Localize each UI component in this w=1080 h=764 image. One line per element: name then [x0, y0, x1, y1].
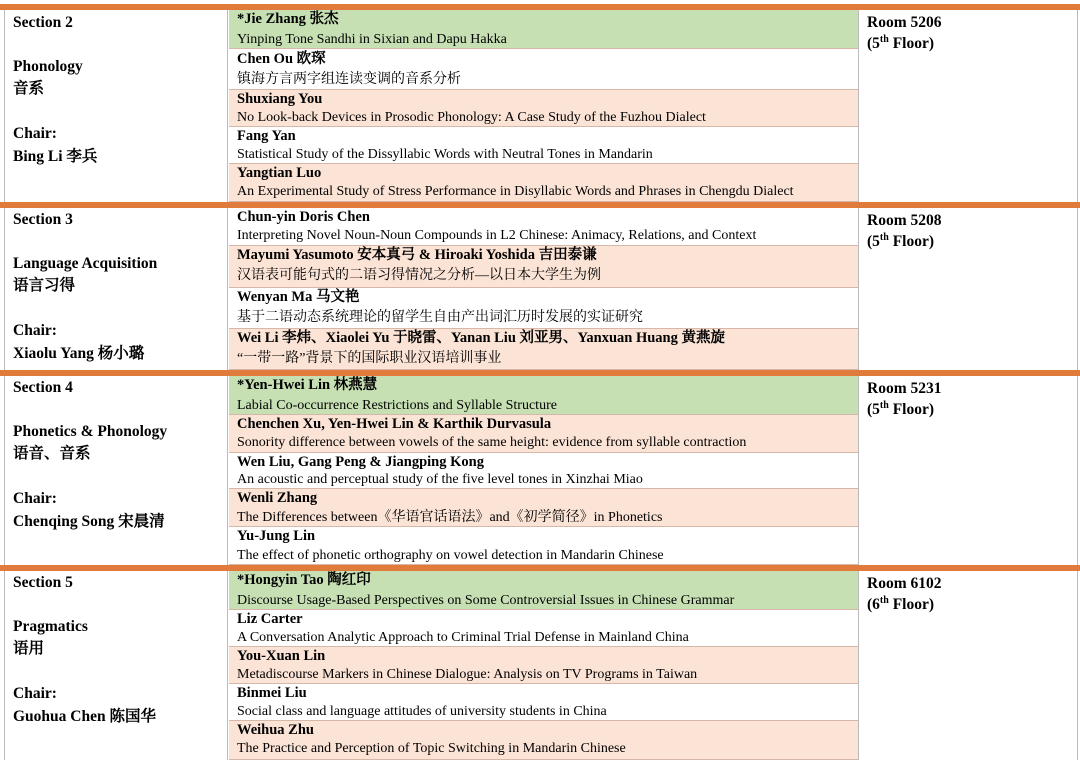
talk-row: [229, 610, 858, 647]
talk-row: [229, 684, 858, 721]
talk-row: [229, 208, 858, 246]
talk-title: “一带一路”背景下的国际职业汉语培训事业: [237, 351, 502, 366]
talk-authors: Fang Yan: [237, 128, 296, 144]
talk-authors: Liz Carter: [237, 611, 303, 627]
talk-title: An Experimental Study of Stress Performance in Disyllabic Words and Phrases in Chengdu Dialect: [237, 184, 794, 199]
section-topic: Phonology: [13, 58, 83, 75]
section-topic: Pragmatics: [13, 618, 88, 635]
talk-authors: Wei Li 李炜、Xiaolei Yu 于晓雷、Yanan Liu 刘亚男、Yanxuan Huang 黄燕旋: [237, 330, 725, 346]
section-info-cell: [4, 10, 228, 202]
talk-row: [229, 164, 858, 202]
talk-row: [229, 647, 858, 684]
room-info: Room 5206 (5th Floor): [867, 14, 942, 52]
talk-title: Labial Co-occurrence Restrictions and Syllable Structure: [237, 398, 557, 413]
talk-authors: Chen Ou 欧琛: [237, 51, 326, 67]
talk-title: Metadiscourse Markers in Chinese Dialogue: Analysis on TV Programs in Taiwan: [237, 667, 698, 682]
talk-list: [229, 10, 858, 202]
talk-authors: *Hongyin Tao 陶红印: [237, 572, 371, 588]
section-number: Section 3: [13, 211, 73, 228]
chair-label: Chair:: [13, 685, 57, 702]
talk-title: 汉语表可能句式的二语习得情况之分析—以日本大学生为例: [237, 268, 601, 283]
talk-row: [229, 571, 858, 610]
talk-authors: You-Xuan Lin: [237, 648, 326, 664]
section-topic: Language Acquisition: [13, 255, 158, 272]
section-topic: Phonetics & Phonology: [13, 423, 168, 440]
talk-authors: Yu-Jung Lin: [237, 528, 316, 544]
room-cell: [858, 208, 1078, 370]
floor-word: Floor): [892, 233, 935, 250]
talk-authors: Wen Liu, Gang Peng & Jiangping Kong: [237, 454, 484, 470]
talk-row: [229, 453, 858, 489]
section-number: Section 2: [13, 14, 73, 31]
talk-title: Sonority difference between vowels of the same height: evidence from syllable contraction: [237, 435, 747, 450]
section-block: [0, 376, 1080, 565]
talk-title: Discourse Usage-Based Perspectives on Some Controversial Issues in Chinese Grammar: [237, 593, 735, 608]
room-info: Room 5208 (5th Floor): [867, 212, 942, 250]
floor-word: Floor): [892, 35, 935, 52]
talk-title: Yinping Tone Sandhi in Sixian and Dapu Hakka: [237, 32, 507, 47]
floor-ordinal: th: [879, 594, 889, 606]
talk-title: An acoustic and perceptual study of the five level tones in Xinzhai Miao: [237, 472, 643, 487]
talk-title: Interpreting Novel Noun-Noun Compounds in L2 Chinese: Animacy, Relations, and Context: [237, 228, 757, 243]
floor-word: Floor): [892, 401, 935, 418]
talk-authors: Weihua Zhu: [237, 722, 314, 738]
talk-authors: *Jie Zhang 张杰: [237, 11, 339, 27]
section-number: Section 5: [13, 574, 73, 591]
talk-row: [229, 376, 858, 415]
talk-row: [229, 415, 858, 453]
talk-title: 镇海方言两字组连读变调的音系分析: [237, 72, 461, 87]
floor-ordinal: th: [879, 33, 889, 45]
talk-title: A Conversation Analytic Approach to Criminal Trial Defense in Mainland China: [237, 630, 689, 645]
talk-row: [229, 90, 858, 127]
talk-authors: *Yen-Hwei Lin 林燕慧: [237, 377, 378, 393]
talk-row: [229, 288, 858, 329]
talk-row: [229, 127, 858, 164]
floor-number: 5: [872, 233, 880, 250]
talk-authors: Mayumi Yasumoto 安本真弓 & Hiroaki Yoshida 吉田泰谦: [237, 247, 597, 263]
room-info: Room 5231 (5th Floor): [867, 380, 942, 418]
talk-row: [229, 49, 858, 90]
chair-name: Bing Li 李兵: [13, 148, 98, 165]
floor-number: 5: [872, 35, 880, 52]
room-number: Room 5208: [867, 212, 942, 229]
section-info-cell: [4, 571, 228, 760]
talk-authors: Wenli Zhang: [237, 490, 318, 506]
talk-row: [229, 246, 858, 288]
section-block: [0, 10, 1080, 202]
section-block: [0, 208, 1080, 370]
chair-label: Chair:: [13, 125, 57, 142]
talk-title: No Look-back Devices in Prosodic Phonology: A Case Study of the Fuzhou Dialect: [237, 110, 706, 125]
floor-word: Floor): [892, 596, 935, 613]
chair-name: Guohua Chen 陈国华: [13, 708, 156, 725]
talk-title: 基于二语动态系统理论的留学生自由产出词汇历时发展的实证研究: [237, 310, 643, 325]
section-topic-cn: 语音、音系: [13, 445, 91, 462]
room-cell: [858, 376, 1078, 565]
talk-row: [229, 721, 858, 760]
talk-authors: Binmei Liu: [237, 685, 307, 701]
section-block: [0, 571, 1080, 760]
floor-ordinal: th: [879, 399, 889, 411]
talk-title: Statistical Study of the Dissyllabic Words with Neutral Tones in Mandarin: [237, 147, 653, 162]
room-cell: [858, 571, 1078, 760]
talk-row: [229, 489, 858, 527]
floor-number: 5: [872, 401, 880, 418]
room-number: Room 5231: [867, 380, 942, 397]
talk-authors: Yangtian Luo: [237, 165, 322, 181]
talk-title: The Differences between《华语官话语法》and《初学简径》in Phonetics: [237, 510, 663, 525]
talk-row: [229, 527, 858, 565]
floor-number: 6: [872, 596, 880, 613]
talk-list: [229, 208, 858, 370]
section-number: Section 4: [13, 379, 73, 396]
talk-authors: Shuxiang You: [237, 91, 323, 107]
section-topic-cn: 音系: [13, 80, 45, 97]
chair-name: Xiaolu Yang 杨小璐: [13, 345, 145, 362]
room-number: Room 5206: [867, 14, 942, 31]
talk-row: [229, 329, 858, 370]
section-topic-cn: 语用: [13, 640, 45, 657]
section-info-cell: [4, 208, 228, 370]
section-info-cell: [4, 376, 228, 565]
room-info: Room 6102 (6th Floor): [867, 575, 942, 613]
floor-ordinal: th: [879, 231, 889, 243]
section-topic-cn: 语言习得: [13, 277, 76, 294]
chair-label: Chair:: [13, 490, 57, 507]
talk-title: The Practice and Perception of Topic Switching in Mandarin Chinese: [237, 741, 626, 756]
room-number: Room 6102: [867, 575, 942, 592]
talk-list: [229, 571, 858, 760]
talk-row: [229, 10, 858, 49]
talk-title: The effect of phonetic orthography on vowel detection in Mandarin Chinese: [237, 548, 664, 563]
talk-title: Social class and language attitudes of university students in China: [237, 704, 607, 719]
talk-authors: Chun-yin Doris Chen: [237, 209, 370, 225]
talk-authors: Wenyan Ma 马文艳: [237, 289, 360, 305]
chair-label: Chair:: [13, 322, 57, 339]
talk-list: [229, 376, 858, 565]
talk-authors: Chenchen Xu, Yen-Hwei Lin & Karthik Durvasula: [237, 416, 552, 432]
room-cell: [858, 10, 1078, 202]
chair-name: Chenqing Song 宋晨清: [13, 513, 165, 530]
